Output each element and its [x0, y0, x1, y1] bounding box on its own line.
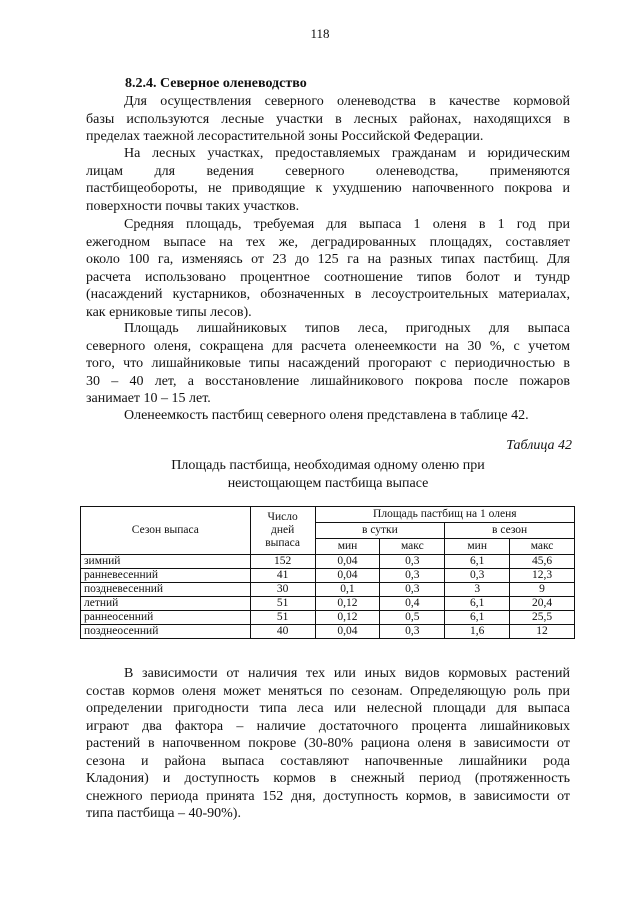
table-label: Таблица 42 [506, 438, 572, 453]
cell-day-max: 0,3 [380, 625, 445, 639]
text-line: базы используются лесные участки в лесных районах, находящихся в [86, 111, 570, 127]
cell-days: 30 [250, 583, 315, 597]
section-heading: 8.2.4. Северное оленеводство [125, 76, 307, 91]
cell-days: 51 [250, 597, 315, 611]
text-line: Для осуществления северного оленеводства в качестве кормовой [124, 94, 570, 109]
header-per-day: в сутки [315, 523, 445, 539]
cell-season-min: 6,1 [445, 555, 510, 569]
text-line: (насаждений кустарников, обозначенных в лесоустроительных материалах, [86, 287, 570, 302]
paragraph-1 [86, 93, 570, 146]
cell-season-max: 45,6 [510, 555, 575, 569]
page-number: 118 [310, 26, 330, 41]
cell-day-min: 0,1 [315, 583, 380, 597]
cell-season-max: 20,4 [510, 597, 575, 611]
text-line: ежегодном выпасе на тех же, деградированных площадях, составляет [86, 234, 570, 250]
text-line: того, что лишайниковые типы насаждений прогорают с периодичностью в [86, 356, 570, 371]
text-line: определении пригодности типа леса или нелесной площади для выпаса [86, 701, 570, 716]
paragraph-4 [86, 320, 570, 408]
text-line: пастбищеобороты, не приводящие к ухудшению напочвенного покрова и [86, 181, 570, 196]
cell-day-min: 0,04 [315, 569, 380, 583]
cell-day-min: 0,04 [315, 625, 380, 639]
text-line: играют два фактора – наличие достаточного процента лишайниковых [86, 718, 570, 734]
header-per-season: в сезон [445, 523, 575, 539]
text-line: поверхности почвы таких участков. [86, 198, 300, 214]
paragraph-6 [86, 665, 570, 823]
header-days-line: дней [270, 524, 295, 536]
cell-season: позднеосенний [81, 625, 251, 639]
text-line: Кладония) и доступность кормов в снежный период (протяженность [86, 771, 570, 786]
cell-season-min: 6,1 [445, 597, 510, 611]
cell-day-max: 0,3 [380, 583, 445, 597]
table-row [81, 625, 575, 639]
paragraph-2 [86, 145, 570, 215]
cell-day-min: 0,12 [315, 611, 380, 625]
table-row [81, 555, 575, 569]
cell-season-max: 12,3 [510, 569, 575, 583]
cell-season-max: 25,5 [510, 611, 575, 625]
text-line: сезона и района выпаса составляют напочвенные лишайники рода [86, 753, 570, 769]
text-line: В зависимости от наличия тех или иных видов кормовых растений [124, 666, 570, 681]
table-title [86, 457, 570, 493]
cell-season: летний [81, 597, 251, 611]
header-days [250, 507, 315, 555]
cell-season: ранневесенний [81, 569, 251, 583]
header-days-line: Число [267, 511, 298, 523]
header-min: мин [445, 539, 510, 555]
table-row [81, 569, 575, 583]
cell-days: 40 [250, 625, 315, 639]
pasture-area-table [80, 506, 575, 639]
text-line: лицам для ведения северного оленеводства, применяются [86, 163, 570, 179]
cell-season-min: 6,1 [445, 611, 510, 625]
header-area: Площадь пастбищ на 1 оленя [315, 507, 574, 523]
text-line: Площадь лишайниковых типов леса, пригодных для выпаса [124, 321, 570, 336]
table-title-line: Площадь пастбища, необходимая одному оленю при [171, 458, 485, 473]
text-line: 30 – 40 лет, а восстановление лишайникового покрова после пожаров [86, 373, 570, 389]
table-row [81, 611, 575, 625]
header-days-line: выпаса [265, 537, 300, 549]
text-line: Оленеемкость пастбищ северного оленя представлена в таблице 42. [124, 408, 529, 423]
text-line: На лесных участках, предоставляемых гражданам и юридическим [124, 146, 570, 161]
cell-season-max: 12 [510, 625, 575, 639]
cell-season-min: 0,3 [445, 569, 510, 583]
text-line: состав кормов оленя может меняться по сезонам. Определяющую роль при [86, 683, 570, 699]
table-row [81, 597, 575, 611]
cell-season: поздневесенний [81, 583, 251, 597]
cell-days: 51 [250, 611, 315, 625]
cell-day-max: 0,3 [380, 555, 445, 569]
paragraph-3 [86, 216, 570, 321]
cell-day-max: 0,3 [380, 569, 445, 583]
paragraph-5 [86, 407, 570, 425]
cell-season-max: 9 [510, 583, 575, 597]
header-min: мин [315, 539, 380, 555]
text-line: снежного периода принята 152 дня, доступность кормов, в зависимости от [86, 788, 570, 804]
cell-season-min: 1,6 [445, 625, 510, 639]
header-max: макс [510, 539, 575, 555]
table-row [81, 583, 575, 597]
header-max: макс [380, 539, 445, 555]
text-line: около 100 га, изменяясь от 23 до 125 га на разных типах пастбищ. Для [86, 252, 570, 267]
cell-day-max: 0,4 [380, 597, 445, 611]
cell-days: 41 [250, 569, 315, 583]
text-line: занимает 10 – 15 лет. [86, 391, 211, 406]
cell-day-min: 0,12 [315, 597, 380, 611]
text-line: как ерниковые типы лесов). [86, 304, 252, 320]
cell-season: раннеосенний [81, 611, 251, 625]
text-line: пределах таежной лесорастительной зоны Российской Федерации. [86, 129, 484, 144]
cell-day-min: 0,04 [315, 555, 380, 569]
text-line: типа пастбища – 40-90%). [86, 806, 241, 821]
cell-day-max: 0,5 [380, 611, 445, 625]
header-season: Сезон выпаса [81, 507, 251, 555]
cell-season-min: 3 [445, 583, 510, 597]
cell-season: зимний [81, 555, 251, 569]
text-line: расчета использовано процентное соотношение типов болот и тундр [86, 269, 570, 285]
text-line: северного оленя, сокращена для расчета оленеемкости на 30 %, с учетом [86, 338, 570, 354]
text-line: растений в напочвенном покрове (30-80% рациона оленя в зависимости от [86, 736, 570, 751]
text-line: Средняя площадь, требуемая для выпаса 1 оленя в 1 год при [124, 217, 570, 232]
cell-days: 152 [250, 555, 315, 569]
table-title-line: неистощающем пастбища выпасе [227, 476, 429, 491]
